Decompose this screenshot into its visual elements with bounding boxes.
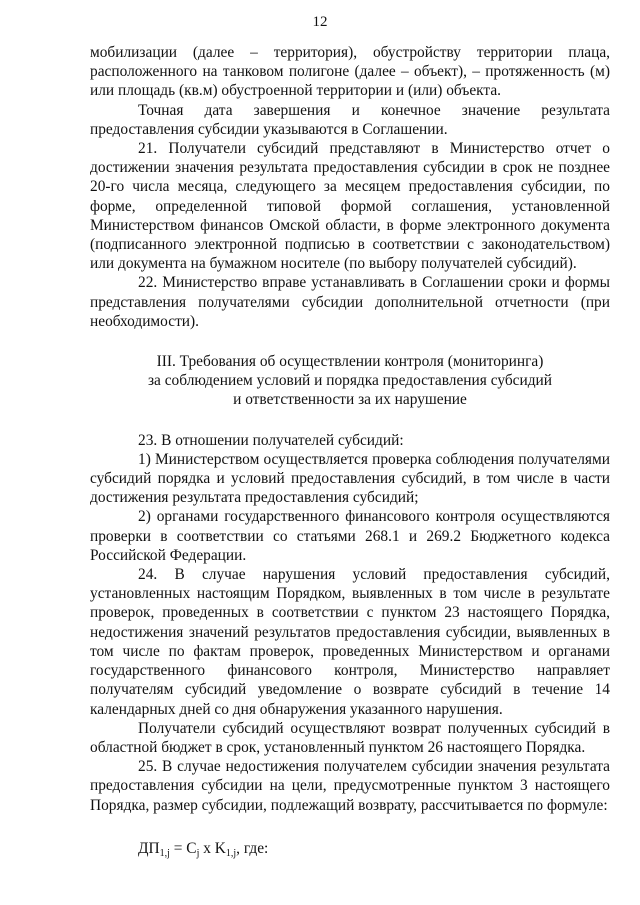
paragraph: 2) органами государственного финансового контроля осуществляются проверки в соответствии со статьями 268.1 и 269.2 Бюджетного кодекса Российской Федерации.: [90, 508, 610, 564]
paragraph: 23. В отношении получателей субсидий:: [138, 431, 404, 449]
paragraph: 24. В случае нарушения условий предоставления субсидий, установленных настоящим Порядком, выявленных в том числе в результате проверок, проведенных в соответствии с пунктом 23 настоящего Порядка, недостижения значений результатов предоставления субсидии, выявленных в том числе по фактам проверок, проведенных Министерством и органами государственного финансового контроля, Министерство направляет получателям субсидий уведомление о возврате субсидий в течение 14 календарных дней со дня обнаружения указанного нарушения.: [90, 566, 610, 718]
section-heading-line: и ответственности за их нарушение: [233, 391, 467, 409]
document-body: [90, 43, 610, 858]
paragraph: 25. В случае недостижения получателем субсидии значения результата предоставления субсидии на цели, предусмотренные пунктом 3 настоящего Порядка, размер субсидии, подлежащий возврату, рассчитывается по формуле:: [90, 758, 610, 814]
section-heading-line: за соблюдением условий и порядка предоставления субсидий: [147, 372, 553, 390]
section-heading: [90, 352, 610, 410]
paragraph: 22. Министерство вправе устанавливать в Соглашении сроки и формы представления получателями субсидии дополнительной отчетности (при необходимости).: [90, 274, 610, 330]
paragraph: Точная дата завершения и конечное значение результата предоставления субсидии указываются в Соглашении.: [90, 101, 610, 138]
page-number: 12: [312, 14, 328, 30]
paragraph: 21. Получатели субсидий представляют в Министерство отчет о достижении значения результата предоставления субсидии в срок не позднее 20-го числа месяца, следующего за месяцем предоставления субсидии, по форме, определенной типовой формой соглашения, установленной Министерством финансов Омской области, в форме электронного документа (подписанного электронной подписью в соответствии с законодательством) или документа на бумажном носителе (по выбору получателей субсидий).: [90, 140, 610, 273]
paragraph: Получатели субсидий осуществляют возврат полученных субсидий в областной бюджет в срок, установленный пунктом 26 настоящего Порядка.: [90, 719, 610, 756]
formula-c: C: [186, 839, 197, 857]
formula-lhs-subscript: 1,j: [159, 847, 170, 859]
formula-c-subscript: j: [196, 847, 200, 859]
formula-k: K: [214, 839, 226, 857]
paragraph: мобилизации (далее – территория), обустройству территории плаца, расположенного на танковом полигоне (далее – объект), – протяженность (м) или площадь (кв.м) обустроенной территории и (или) объекта.: [90, 44, 610, 100]
formula-k-subscript: 1,j: [225, 847, 237, 859]
paragraph: 1) Министерством осуществляется проверка соблюдения получателями субсидий порядка и условий предоставления субсидий, в том числе в части достижения результата предоставления субсидий;: [90, 450, 610, 507]
formula-equals: =: [169, 839, 187, 857]
formula-tail: , где:: [236, 839, 269, 857]
section-heading-line: III. Требования об осуществлении контроля (мониторинга): [156, 353, 544, 371]
formula-lhs: ДП: [138, 839, 160, 857]
formula: [90, 839, 610, 858]
formula-times: x: [199, 839, 215, 857]
